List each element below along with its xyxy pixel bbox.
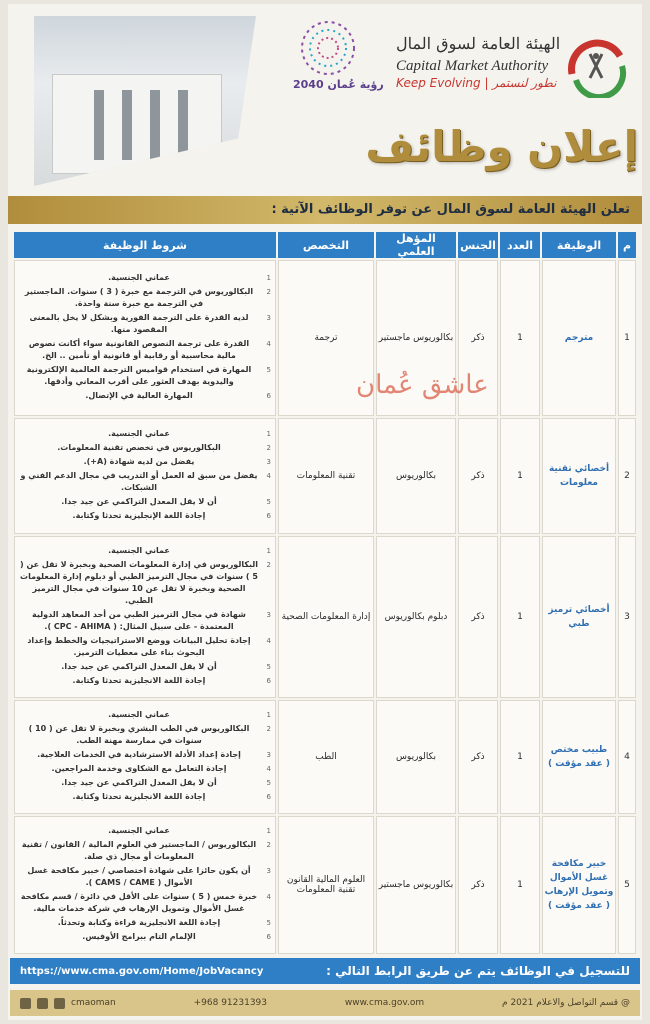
- condition-text: الإلمام التام ببرامج الأوفيس.: [82, 932, 196, 941]
- condition-item: [19, 763, 271, 775]
- job-qualification: بكالوريوس ماجستير: [376, 816, 456, 954]
- building-column: [122, 90, 132, 160]
- job-count: 1: [500, 700, 540, 814]
- job-qualification: بكالوريوس ماجستير: [376, 260, 456, 416]
- column-header: شروط الوظيفة: [14, 232, 276, 258]
- condition-text: إجادة اللغة الإنجليزية تحدثا وكتابة.: [72, 511, 206, 520]
- job-title-text: طبيب مختص: [550, 745, 608, 755]
- org-name-arabic: الهيئة العامة لسوق المال: [396, 34, 561, 53]
- column-header: التخصص: [278, 232, 374, 258]
- condition-number: 1: [266, 711, 271, 719]
- condition-text: عماني الجنسية.: [108, 826, 170, 835]
- condition-number: 4: [266, 893, 271, 901]
- column-header: المؤهل العلمي: [376, 232, 456, 258]
- social-handle: cmaoman: [71, 998, 116, 1008]
- condition-item: [19, 891, 271, 915]
- condition-item: [19, 496, 271, 508]
- condition-text: عماني الجنسية.: [108, 273, 170, 282]
- condition-number: 2: [266, 841, 271, 849]
- condition-number: 6: [266, 392, 271, 400]
- condition-item: [19, 456, 271, 468]
- jobs-table: [12, 230, 638, 956]
- condition-item: [19, 749, 271, 761]
- building-column: [94, 90, 104, 160]
- condition-text: البكالوريوس في تخصص تقنية المعلومات.: [57, 443, 221, 452]
- column-header: الوظيفة: [542, 232, 616, 258]
- column-header: الجنس: [458, 232, 498, 258]
- conditions-list: [19, 272, 271, 402]
- job-gender: ذكر: [458, 418, 498, 534]
- header: [8, 4, 642, 192]
- condition-text: شهادة في مجال الترميز الطبي من أحد المعاهد الدولية المعتمدة - على سبيل المثال: ( CPC - AHIMA ).: [32, 610, 246, 631]
- condition-number: 6: [266, 677, 271, 685]
- condition-text: المهارة العالية في الإتصال.: [85, 391, 193, 400]
- website-link[interactable]: www.cma.gov.om: [344, 998, 425, 1008]
- row-number: 1: [618, 260, 636, 416]
- condition-item: [19, 510, 271, 522]
- job-count: 1: [500, 260, 540, 416]
- condition-number: 3: [266, 314, 271, 322]
- condition-text: أن لا يقل المعدل التراكمي عن جيد جدا.: [61, 497, 217, 506]
- condition-number: 1: [266, 430, 271, 438]
- building-column: [150, 90, 160, 160]
- job-specialization: إدارة المعلومات الصحية: [278, 536, 374, 698]
- condition-text: البكالوريوس في الطب البشري وبخبرة لا تقل عن ( 10 ) سنوات في ممارسة مهنة الطب.: [28, 724, 250, 745]
- condition-number: 2: [266, 288, 271, 296]
- condition-number: 3: [266, 867, 271, 875]
- watermark-text: عاشق عُمان: [356, 370, 489, 400]
- conditions-list: [19, 428, 271, 522]
- condition-text: البكالوريوس في الترجمة مع خبرة ( 3 ) سنوات. الماجستير في الترجمة مع خبرة سنة واحدة.: [24, 287, 254, 308]
- job-title: [542, 816, 616, 954]
- job-specialization: تقنية المعلومات: [278, 418, 374, 534]
- condition-number: 3: [266, 458, 271, 466]
- condition-number: 1: [266, 274, 271, 282]
- condition-text: إجادة اللغة الانجليزية تحدثا وكتابة.: [72, 676, 206, 685]
- building-facade: [52, 74, 222, 174]
- job-specialization: الطب: [278, 700, 374, 814]
- table-row: [14, 260, 636, 416]
- condition-number: 5: [266, 919, 271, 927]
- contract-note: ( عقد مؤقت ): [547, 901, 611, 911]
- job-title-text: خبير مكافحة غسل الأموال وتمويل الإرهاب: [544, 859, 614, 897]
- cma-building-photo: [34, 16, 256, 186]
- condition-text: عماني الجنسية.: [108, 429, 170, 438]
- condition-item: [19, 312, 271, 336]
- row-number: 3: [618, 536, 636, 698]
- condition-text: المهارة في استخدام قواميس الترجمة العالمية الإلكترونية واليدوية بهدف العثور على أقرب المعاني وأدقها.: [26, 365, 252, 386]
- apply-text: للتسجيل في الوظائف يتم عن طريق الرابط التالي :: [326, 964, 630, 978]
- job-qualification: بكالوريوس: [376, 418, 456, 534]
- phone-number: +968 91231393: [193, 998, 268, 1008]
- twitter-icon[interactable]: [20, 998, 31, 1009]
- building-column: [178, 90, 188, 160]
- job-conditions: [14, 536, 276, 698]
- condition-item: [19, 709, 271, 721]
- column-header: م: [618, 232, 636, 258]
- condition-text: يفضل من لديه شهادة (A+).: [83, 457, 195, 466]
- job-title: [542, 418, 616, 534]
- condition-item: [19, 272, 271, 284]
- condition-text: البكالوريوس / الماجستير في العلوم المالية / القانون / تقنية المعلومات أو مجال ذي صلة.: [21, 840, 257, 861]
- job-specialization: ترجمة: [278, 260, 374, 416]
- condition-number: 6: [266, 933, 271, 941]
- job-count: 1: [500, 418, 540, 534]
- job-conditions: [14, 700, 276, 814]
- instagram-icon[interactable]: [37, 998, 48, 1009]
- condition-item: [19, 559, 271, 607]
- row-number: 5: [618, 816, 636, 954]
- youtube-icon[interactable]: [54, 998, 65, 1009]
- condition-text: إجادة اللغة الانجليزية تحدثا وكتابة.: [72, 792, 206, 801]
- cma-emblem-icon: [564, 34, 628, 98]
- condition-number: 2: [266, 444, 271, 452]
- condition-number: 2: [266, 561, 271, 569]
- table-header-row: [14, 232, 636, 258]
- job-qualification: دبلوم بكالوريوس: [376, 536, 456, 698]
- job-conditions: [14, 260, 276, 416]
- condition-text: إجادة تحليل البيانات ووضع الاستراتيجيات والخطط وإعداد البحوث بناء على معطيات الترميز.: [27, 636, 251, 657]
- table-row: [14, 536, 636, 698]
- condition-item: [19, 839, 271, 863]
- condition-number: 4: [266, 472, 271, 480]
- copyright-text: @ قسم التواصل والاعلام 2021 م: [502, 998, 630, 1008]
- conditions-list: [19, 709, 271, 803]
- job-gender: ذكر: [458, 260, 498, 416]
- condition-number: 4: [266, 765, 271, 773]
- condition-text: أن يكون حائزا على شهادة اختصاصي / خبير مكافحة غسل الأموال ( CAMS / CAME ).: [27, 866, 251, 887]
- job-title: [542, 700, 616, 814]
- condition-text: يفضل من سبق له العمل أو التدريب في مجال الدعم الفني و الشبكات.: [20, 471, 258, 492]
- condition-item: [19, 931, 271, 943]
- condition-item: [19, 917, 271, 929]
- job-title-text: أخصائي تقنية معلومات: [548, 464, 610, 488]
- condition-text: إجادة اللغة الانجليزية قراءة وكتابة وتحدثاً.: [57, 918, 221, 927]
- job-conditions: [14, 418, 276, 534]
- job-gender: ذكر: [458, 536, 498, 698]
- condition-item: [19, 635, 271, 659]
- conditions-list: [19, 825, 271, 943]
- org-tagline: Keep Evolving | نطور لنستمر: [396, 76, 557, 90]
- page-title: إعلان وظائف: [365, 122, 638, 171]
- job-qualification: بكالوريوس: [376, 700, 456, 814]
- job-advertisement: [8, 4, 642, 1020]
- social-links: [20, 998, 116, 1009]
- condition-text: البكالوريوس في إدارة المعلومات الصحية وبخبرة لا تقل عن ( 5 ) سنوات في مجال الترميز الطبي أو دبلوم إدارة المعلومات الصحية وبخبرة لا تقل عن 10 سنوات في مجال الترميز الطبي.: [20, 560, 258, 605]
- condition-number: 3: [266, 751, 271, 759]
- row-number: 4: [618, 700, 636, 814]
- condition-item: [19, 390, 271, 402]
- condition-item: [19, 338, 271, 362]
- condition-text: خبرة خمس ( 5 ) سنوات على الأقل في دائرة / قسم مكافحة غسل الأموال وتمويل الإرهاب في شركة خدمات مالية.: [20, 892, 258, 913]
- condition-item: [19, 777, 271, 789]
- condition-item: [19, 791, 271, 803]
- condition-text: أن لا يقل المعدل التراكمي عن جيد جدا.: [61, 778, 217, 787]
- condition-number: 5: [266, 779, 271, 787]
- condition-number: 1: [266, 547, 271, 555]
- condition-item: [19, 442, 271, 454]
- condition-number: 6: [266, 793, 271, 801]
- job-conditions: [14, 816, 276, 954]
- condition-text: إجادة التعامل مع الشكاوى وخدمة المراجعين.: [51, 764, 227, 773]
- job-count: 1: [500, 536, 540, 698]
- condition-text: عماني الجنسية.: [108, 546, 170, 555]
- intro-banner: تعلن الهيئة العامة لسوق المال عن توفر الوظائف الآتية :: [8, 196, 642, 224]
- condition-number: 4: [266, 340, 271, 348]
- job-gender: ذكر: [458, 816, 498, 954]
- condition-text: أن لا يقل المعدل التراكمي عن جيد جدا.: [61, 662, 217, 671]
- condition-item: [19, 470, 271, 494]
- condition-item: [19, 545, 271, 557]
- condition-text: القدرة على ترجمة النصوص القانونية سواء أكانت نصوص مالية محاسبية أو رقابية أو قانونية أو تأمين .. الخ.: [28, 339, 250, 360]
- condition-item: [19, 661, 271, 673]
- condition-item: [19, 609, 271, 633]
- job-title-text: أخصائي ترميز طبي: [548, 605, 610, 629]
- condition-item: [19, 364, 271, 388]
- condition-item: [19, 286, 271, 310]
- condition-text: لديه القدرة على الترجمة الفورية وبشكل لا يخل بالمعنى المقصود منها.: [29, 313, 249, 334]
- job-title: [542, 536, 616, 698]
- apply-link[interactable]: https://www.cma.gov.om/Home/JobVacancy: [20, 965, 264, 977]
- job-count: 1: [500, 816, 540, 954]
- condition-text: إجادة إعداد الأدلة الاسترشادية في الخدمات العلاجية.: [37, 750, 241, 759]
- condition-item: [19, 723, 271, 747]
- job-gender: ذكر: [458, 700, 498, 814]
- row-number: 2: [618, 418, 636, 534]
- condition-item: [19, 865, 271, 889]
- apply-banner: [10, 958, 640, 984]
- job-title: [542, 260, 616, 416]
- condition-number: 4: [266, 637, 271, 645]
- condition-number: 2: [266, 725, 271, 733]
- org-name-english: Capital Market Authority: [396, 58, 549, 74]
- job-specialization: العلوم المالية القانون تقنية المعلومات: [278, 816, 374, 954]
- footer: [10, 990, 640, 1016]
- table-row: [14, 816, 636, 954]
- condition-item: [19, 825, 271, 837]
- column-header: العدد: [500, 232, 540, 258]
- condition-number: 5: [266, 663, 271, 671]
- vision-label: رؤية عُمان 2040: [293, 78, 384, 91]
- conditions-list: [19, 545, 271, 687]
- condition-item: [19, 675, 271, 687]
- table-row: [14, 700, 636, 814]
- job-title-text: مترجم: [564, 333, 594, 343]
- condition-number: 1: [266, 827, 271, 835]
- condition-number: 6: [266, 512, 271, 520]
- condition-number: 3: [266, 611, 271, 619]
- condition-item: [19, 428, 271, 440]
- condition-text: عماني الجنسية.: [108, 710, 170, 719]
- condition-number: 5: [266, 366, 271, 374]
- contract-note: ( عقد مؤقت ): [547, 759, 611, 769]
- condition-number: 5: [266, 498, 271, 506]
- table-row: [14, 418, 636, 534]
